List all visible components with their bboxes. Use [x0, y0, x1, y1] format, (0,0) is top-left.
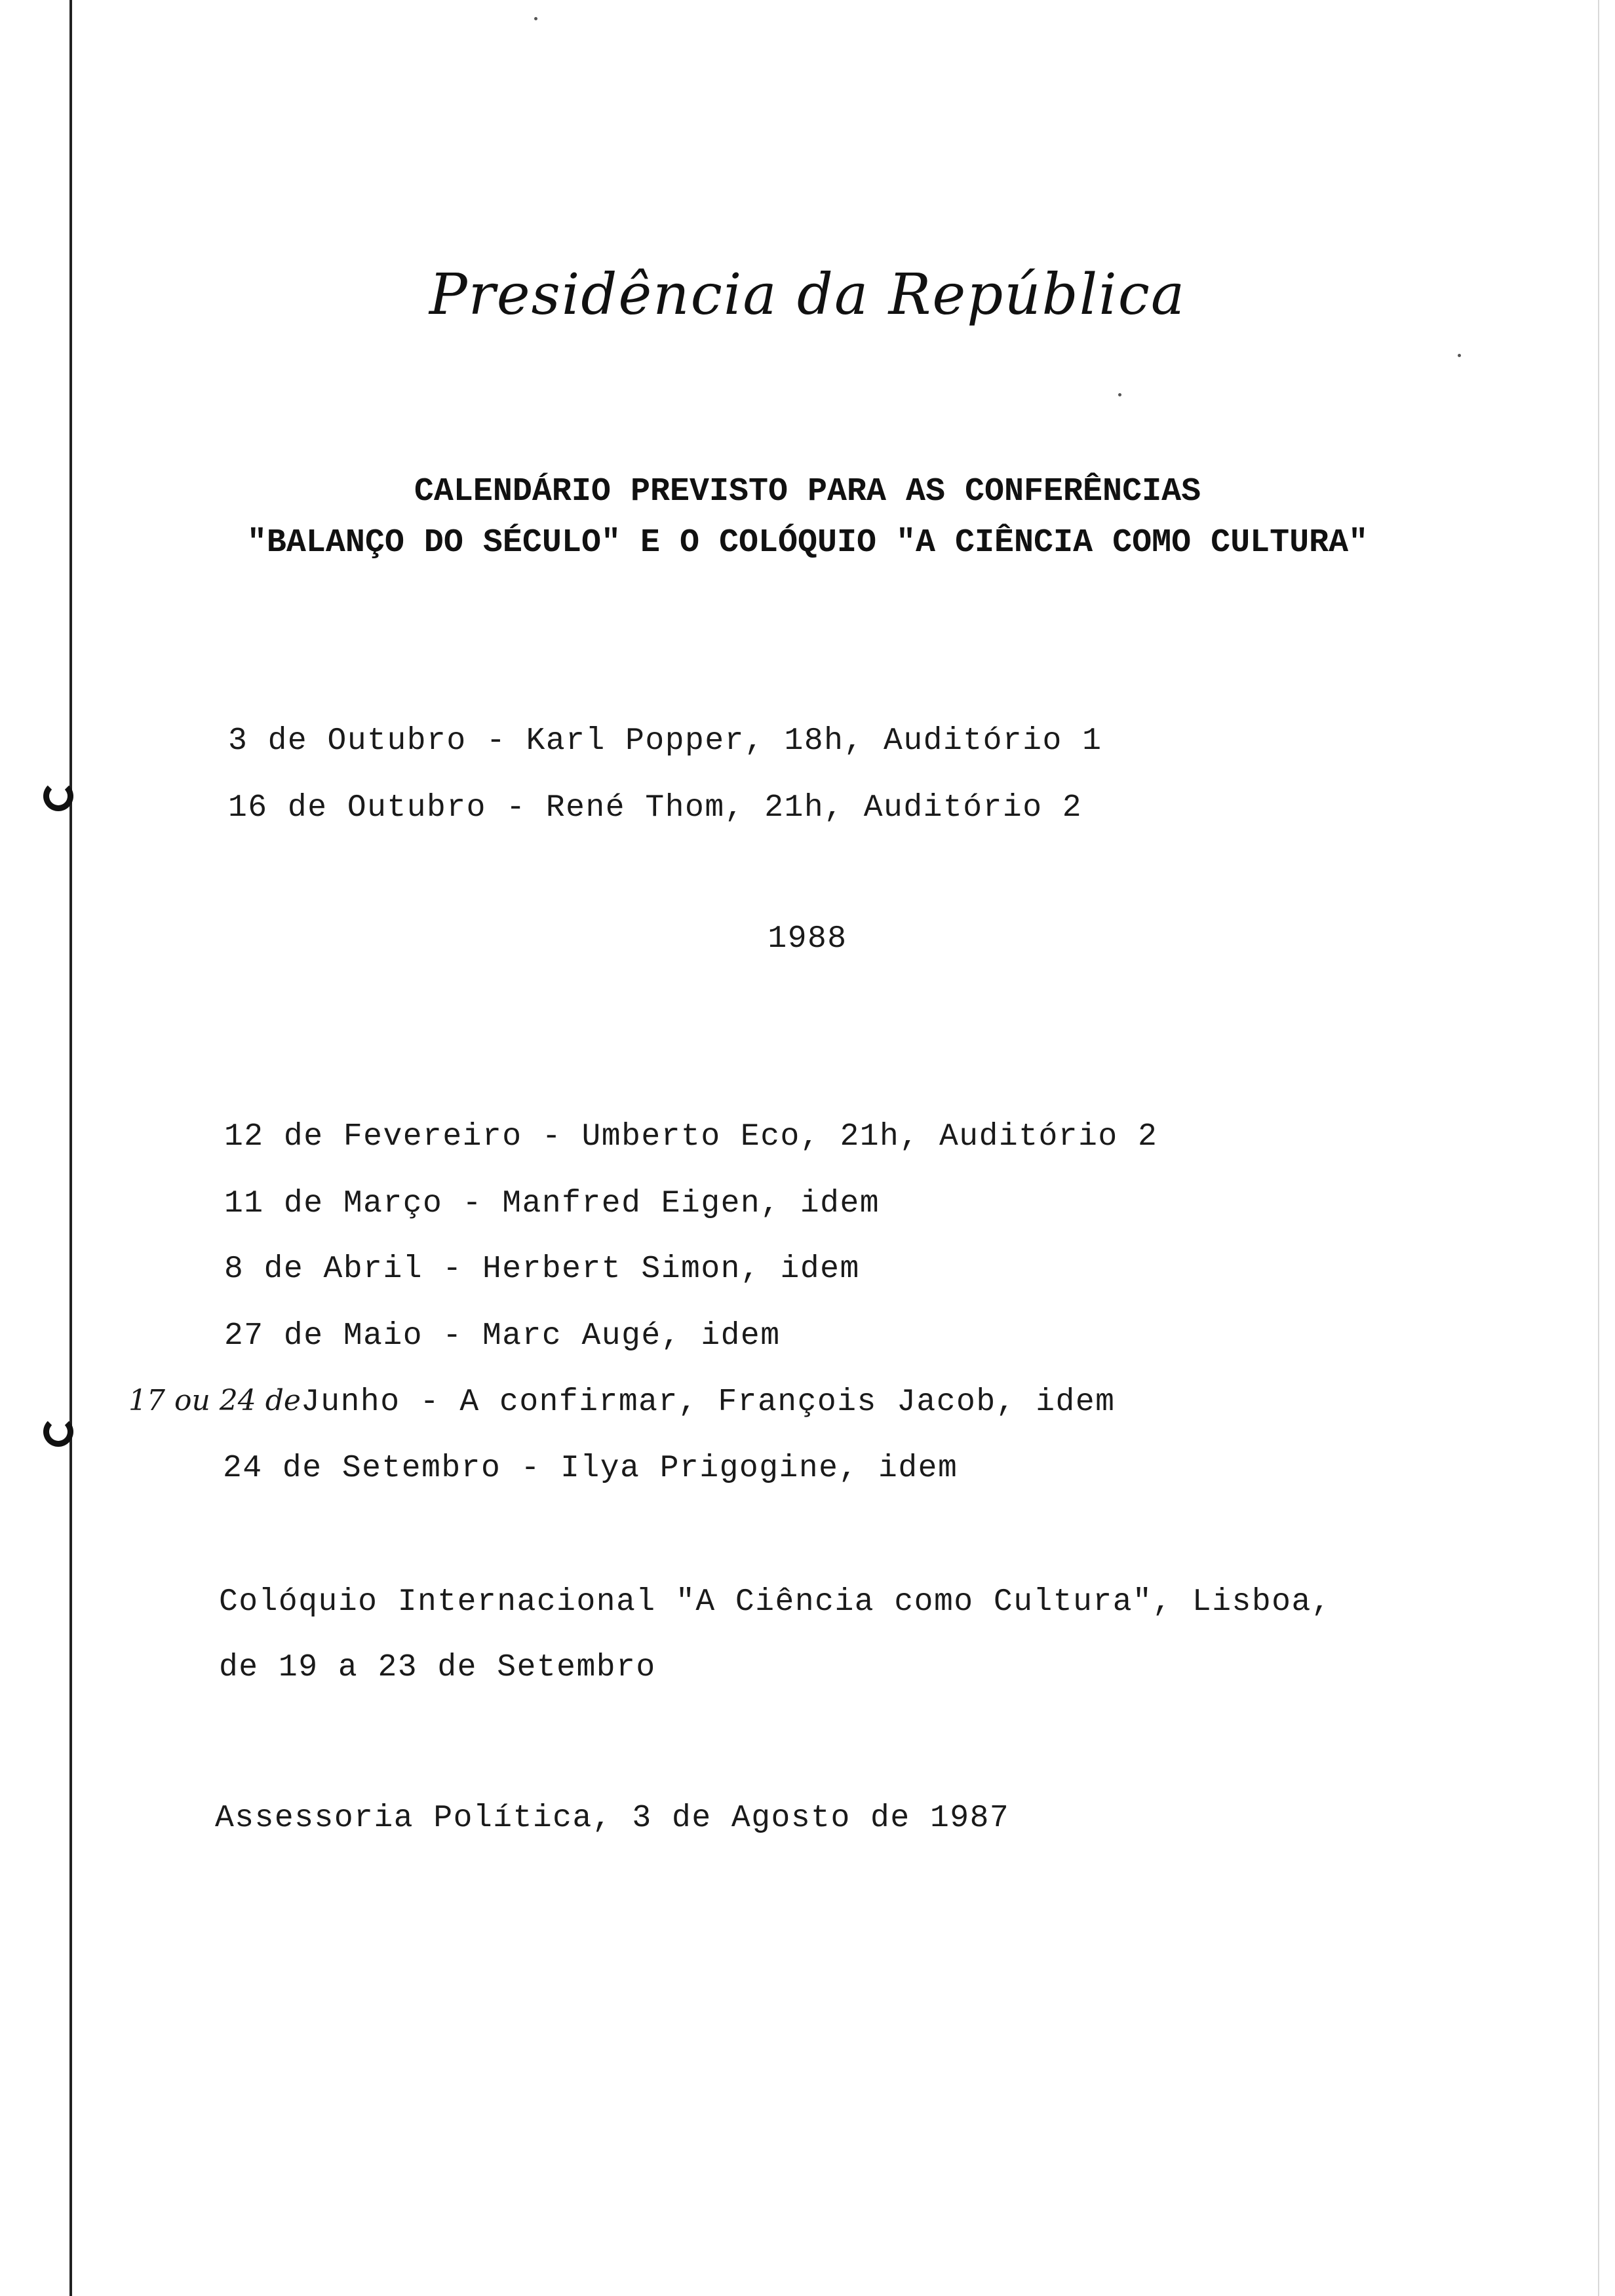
- schedule-entry: 16 de Outubro - René Thom, 21h, Auditório 2: [228, 790, 1083, 826]
- scan-speck: [1118, 393, 1121, 396]
- schedule-entry: 24 de Setembro - Ilya Prigogine, idem: [223, 1451, 958, 1486]
- schedule-entry: 3 de Outubro - Karl Popper, 18h, Auditório 1: [228, 723, 1102, 759]
- scan-speck: [534, 17, 537, 20]
- punch-hole-icon: [43, 781, 73, 811]
- binder-edge-line: [69, 0, 72, 2296]
- signature-line: Assessoria Política, 3 de Agosto de 1987: [215, 1801, 1010, 1836]
- document-title-line-2: "BALANÇO DO SÉCULO" E O COLÓQUIO "A CIÊNCIA COMO CULTURA": [246, 524, 1369, 562]
- schedule-entry: 11 de Março - Manfred Eigen, idem: [224, 1186, 880, 1221]
- punch-hole-icon: [43, 1417, 73, 1447]
- letterhead: Presidência da República: [429, 262, 1186, 328]
- year-heading: 1988: [768, 921, 847, 957]
- colloquium-line-2: de 19 a 23 de Setembro: [219, 1650, 656, 1685]
- june-entry-text: Junho - A confirmar, François Jacob, idem: [300, 1385, 1116, 1420]
- scan-speck: [1458, 354, 1461, 357]
- schedule-entry: 12 de Fevereiro - Umberto Eco, 21h, Auditório 2: [224, 1119, 1158, 1155]
- schedule-entry: 27 de Maio - Marc Augé, idem: [224, 1318, 781, 1354]
- page-edge-line: [1598, 0, 1599, 2296]
- schedule-entry: 8 de Abril - Herbert Simon, idem: [224, 1252, 860, 1287]
- colloquium-line-1: Colóquio Internacional "A Ciência como Cultura", Lisboa,: [219, 1584, 1332, 1620]
- document-title-line-1: CALENDÁRIO PREVISTO PARA AS CONFERÊNCIAS: [414, 473, 1201, 510]
- handwritten-annotation: 17 ou 24 de: [128, 1384, 301, 1417]
- schedule-entry-june: [128, 1384, 1115, 1420]
